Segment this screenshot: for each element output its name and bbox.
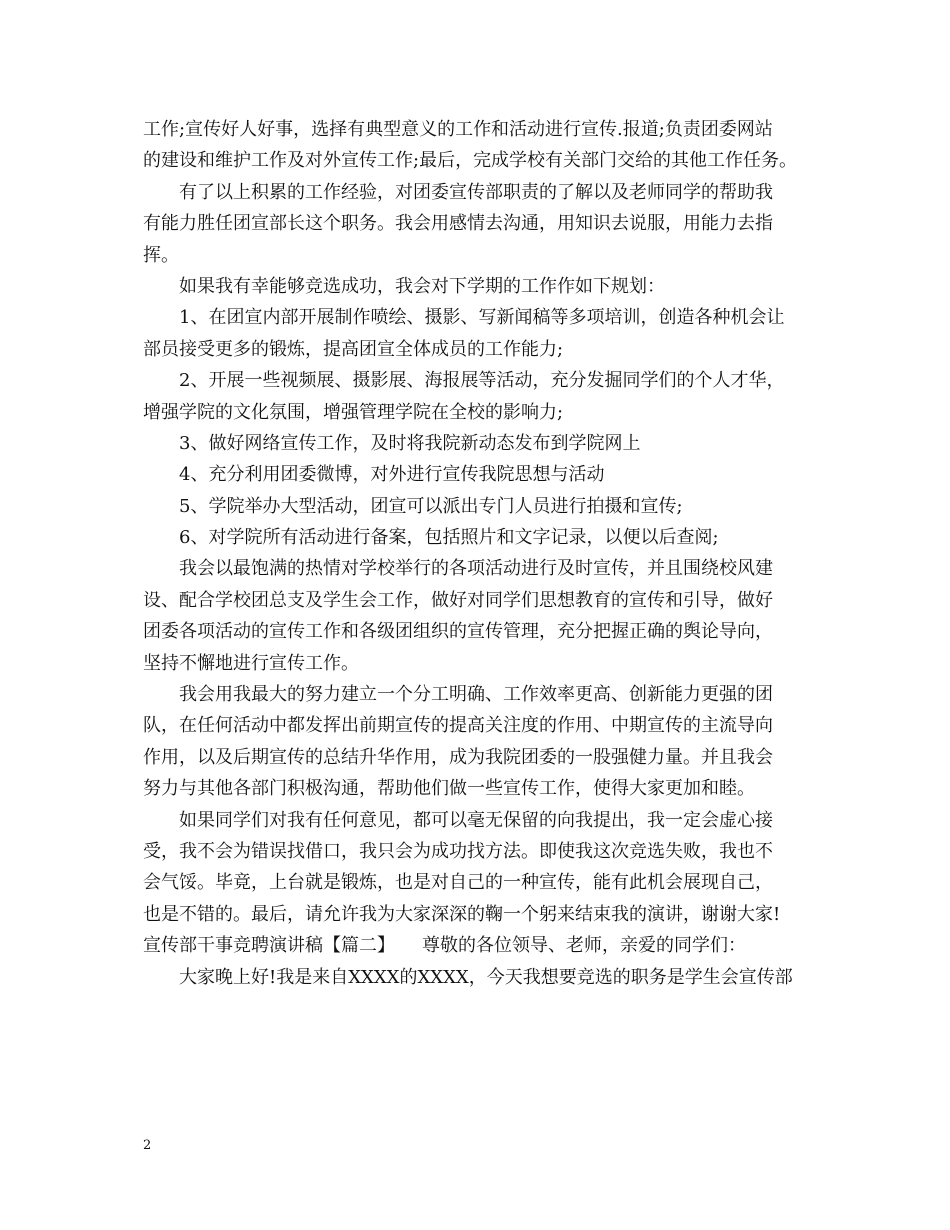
text-line: 工作;宣传好人好事，选择有典型意义的工作和活动进行宣传.报道;负责团委网站 — [143, 119, 773, 140]
text-line: 部员接受更多的锻炼，提高团宣全体成员的工作能力; — [143, 338, 564, 360]
text-line: 坚持不懈地进行宣传工作。 — [143, 652, 359, 674]
text-line: 队，在任何活动中都发挥出前期宣传的提高关注度的作用、中期宣传的主流导向 — [143, 715, 773, 737]
text-line: 努力与其他各部门积极沟通，帮助他们做一些宣传工作，使得大家更加和睦。 — [143, 778, 755, 800]
text-line: 挥。 — [143, 244, 179, 266]
text-line: 如果同学们对我有任何意见，都可以毫无保留的向我提出，我一定会虚心接 — [179, 809, 773, 831]
text-line: 团委各项活动的宣传工作和各级团组织的宣传管理，充分把握正确的舆论导向， — [143, 621, 773, 643]
text-line: 4、充分利用团委微博，对外进行宣传我院思想与活动 — [179, 464, 605, 486]
page-number: 2 — [143, 1138, 152, 1153]
text-line: 有了以上积累的工作经验，对团委宣传部职责的了解以及老师同学的帮助我 — [179, 181, 773, 203]
text-line: 会气馁。毕竟，上台就是锻炼，也是对自己的一种宣传，能有此机会展现自己， — [143, 872, 773, 894]
text-line: 3、做好网络宣传工作，及时将我院新动态发布到学院网上 — [179, 432, 641, 454]
text-line: 也是不错的。最后，请允许我为大家深深的鞠一个躬来结束我的演讲，谢谢大家! — [143, 903, 781, 925]
text-line: 大家晚上好!我是来自XXXX的XXXX，今天我想要竞选的职务是学生会宣传部 — [179, 966, 793, 988]
text-line: 的建设和维护工作及对外宣传工作;最后，完成学校有关部门交给的其他工作任务。 — [143, 150, 798, 172]
text-line: 5、学院举办大型活动，团宣可以派出专门人员进行拍摄和宣传; — [179, 495, 683, 517]
text-line: 作用，以及后期宣传的总结升华作用，成为我院团委的一股强健力量。并且我会 — [143, 746, 773, 768]
text-line: 设、配合学校团总支及学生会工作，做好对同学们思想教育的宣传和引导，做好 — [143, 589, 773, 611]
text-line: 增强学院的文化氛围，增强管理学院在全校的影响力; — [143, 401, 564, 423]
document-body — [143, 114, 813, 993]
text-line: 有能力胜任团宣部长这个职务。我会用感情去沟通，用知识去说服，用能力去指 — [143, 213, 773, 235]
text-line: 宣传部干事竞聘演讲稿【篇二】 尊敬的各位领导、老师，亲爱的同学们： — [143, 935, 746, 957]
text-line: 如果我有幸能够竞选成功，我会对下学期的工作作如下规划： — [179, 275, 665, 297]
text-line: 我会以最饱满的热情对学校举行的各项活动进行及时宣传，并且围绕校风建 — [179, 558, 773, 580]
text-line: 2、开展一些视频展、摄影展、海报展等活动，充分发掘同学们的个人才华， — [179, 370, 785, 392]
text-line: 受，我不会为错误找借口，我只会为成功找方法。即使我这次竞选失败，我也不 — [143, 840, 773, 862]
text-line: 1、在团宣内部开展制作喷绘、摄影、写新闻稿等多项培训，创造各种机会让 — [179, 307, 785, 329]
text-line: 我会用我最大的努力建立一个分工明确、工作效率更高、创新能力更强的团 — [179, 684, 773, 706]
text-line: 6、对学院所有活动进行备案，包括照片和文字记录，以便以后查阅; — [179, 527, 719, 549]
